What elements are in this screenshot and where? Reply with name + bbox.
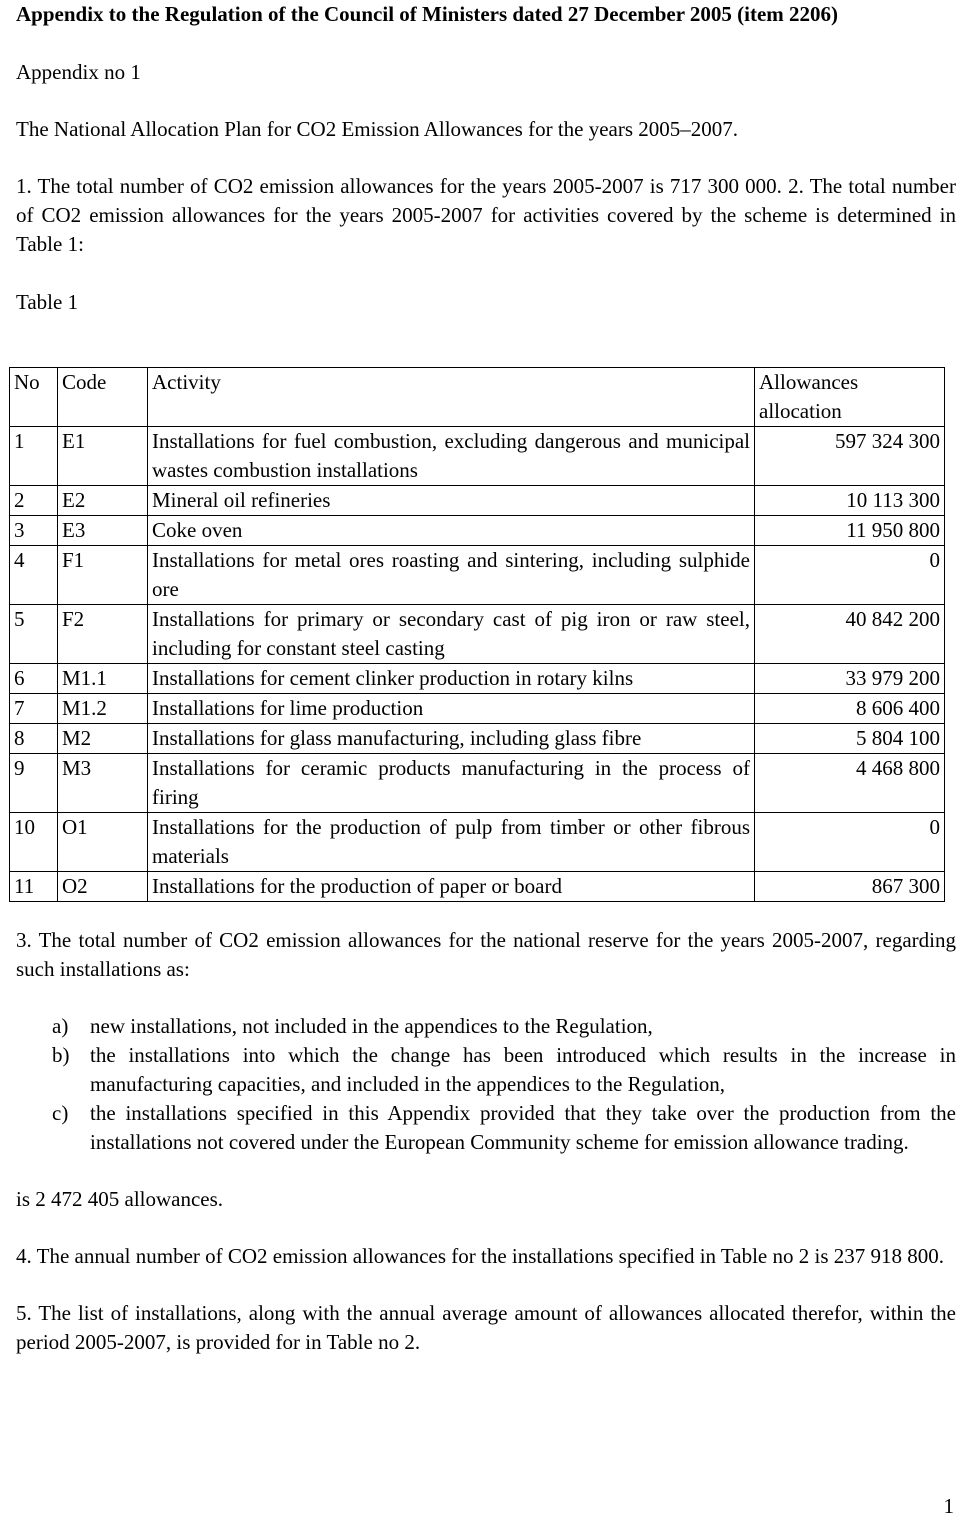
header-code: Code	[58, 368, 148, 427]
table-row	[10, 664, 945, 694]
table-row	[10, 694, 945, 724]
cell-activity: Mineral oil refineries	[148, 486, 755, 516]
cell-activity: Installations for ceramic products manufacturing in the process of firing	[148, 754, 755, 813]
cell-allocation: 867 300	[755, 872, 945, 902]
section-5: 5. The list of installations, along with the annual average amount of allowances allocated therefor, within the period 2005-2007, is provided for in Table no 2.	[16, 1301, 956, 1354]
document-page	[16, 0, 956, 317]
paragraph-1-text: 1. The total number of CO2 emission allowances for the years 2005-2007 is 717 300 000.	[16, 174, 782, 198]
table-row	[10, 486, 945, 516]
header-allocation: Allowances allocation	[755, 368, 945, 427]
cell-activity: Installations for the production of paper or board	[148, 872, 755, 902]
cell-allocation: 40 842 200	[755, 605, 945, 664]
cell-allocation: 11 950 800	[755, 516, 945, 546]
table-row	[10, 724, 945, 754]
cell-no: 8	[10, 724, 58, 754]
cell-code: F2	[58, 605, 148, 664]
cell-activity: Installations for primary or secondary cast of pig iron or raw steel, including for constant steel casting	[148, 605, 755, 664]
section-4: 4. The annual number of CO2 emission allowances for the installations specified in Table no 2 is 237 918 800.	[16, 1244, 944, 1268]
appendix-number: Appendix no 1	[16, 60, 141, 84]
cell-code: M3	[58, 754, 148, 813]
cell-activity: Installations for the production of pulp from timber or other fibrous materials	[148, 813, 755, 872]
cell-allocation: 8 606 400	[755, 694, 945, 724]
cell-code: E2	[58, 486, 148, 516]
cell-no: 5	[10, 605, 58, 664]
cell-activity: Installations for metal ores roasting and sintering, including sulphide ore	[148, 546, 755, 605]
header-activity: Activity	[148, 368, 755, 427]
paragraph-2-text: 2. The total number of CO2 emission allowances for the years 2005-2007 for activities covered by the scheme is determined in Table 1:	[16, 174, 956, 256]
cell-allocation: 597 324 300	[755, 427, 945, 486]
list-item-text: the installations specified in this Appendix provided that they take over the production from the installations not covered under the European Community scheme for emission allowance trading.	[90, 1101, 956, 1154]
cell-allocation: 5 804 100	[755, 724, 945, 754]
list-item	[16, 1099, 956, 1157]
cell-no: 6	[10, 664, 58, 694]
header-no: No	[10, 368, 58, 427]
cell-activity: Installations for glass manufacturing, including glass fibre	[148, 724, 755, 754]
list-marker: c)	[52, 1101, 69, 1125]
table-caption: Table 1	[16, 290, 79, 314]
cell-code: O2	[58, 872, 148, 902]
cell-no: 3	[10, 516, 58, 546]
table-row	[10, 605, 945, 664]
table-header-row	[10, 368, 945, 427]
cell-no: 2	[10, 486, 58, 516]
section-3-intro: 3. The total number of CO2 emission allowances for the national reserve for the years 2005-2007, regarding such installations as:	[16, 928, 956, 981]
cell-activity: Installations for lime production	[148, 694, 755, 724]
list-item-text: the installations into which the change has been introduced which results in the increase in manufacturing capacities, and included in the appendices to the Regulation,	[90, 1043, 956, 1096]
cell-activity: Installations for cement clinker production in rotary kilns	[148, 664, 755, 694]
cell-code: M1.1	[58, 664, 148, 694]
cell-no: 11	[10, 872, 58, 902]
cell-allocation: 10 113 300	[755, 486, 945, 516]
cell-allocation: 33 979 200	[755, 664, 945, 694]
lower-section	[16, 926, 956, 1357]
table-row	[10, 754, 945, 813]
allocation-table	[9, 367, 945, 902]
page-number: 1	[943, 1494, 954, 1518]
cell-no: 10	[10, 813, 58, 872]
plan-title: The National Allocation Plan for CO2 Emission Allowances for the years 2005–2007.	[16, 117, 739, 141]
cell-no: 1	[10, 427, 58, 486]
cell-activity: Coke oven	[148, 516, 755, 546]
list-item	[16, 1041, 956, 1099]
cell-no: 4	[10, 546, 58, 605]
cell-allocation: 0	[755, 813, 945, 872]
table-row	[10, 516, 945, 546]
table-row	[10, 872, 945, 902]
cell-code: M2	[58, 724, 148, 754]
cell-activity: Installations for fuel combustion, excluding dangerous and municipal wastes combustion installations	[148, 427, 755, 486]
cell-no: 9	[10, 754, 58, 813]
cell-no: 7	[10, 694, 58, 724]
reserve-installation-list	[16, 1012, 956, 1157]
table-row	[10, 427, 945, 486]
cell-code: M1.2	[58, 694, 148, 724]
reserve-total: is 2 472 405 allowances.	[16, 1187, 224, 1211]
cell-code: E3	[58, 516, 148, 546]
cell-allocation: 4 468 800	[755, 754, 945, 813]
list-marker: b)	[52, 1043, 70, 1067]
list-marker: a)	[52, 1014, 69, 1038]
paragraph-1	[16, 172, 956, 259]
list-item-text: new installations, not included in the appendices to the Regulation,	[90, 1014, 653, 1038]
cell-allocation: 0	[755, 546, 945, 605]
table-row	[10, 813, 945, 872]
document-title: Appendix to the Regulation of the Council of Ministers dated 27 December 2005 (item 2206)	[16, 2, 839, 26]
table-row	[10, 546, 945, 605]
cell-code: O1	[58, 813, 148, 872]
list-item	[16, 1012, 956, 1041]
cell-code: E1	[58, 427, 148, 486]
cell-code: F1	[58, 546, 148, 605]
